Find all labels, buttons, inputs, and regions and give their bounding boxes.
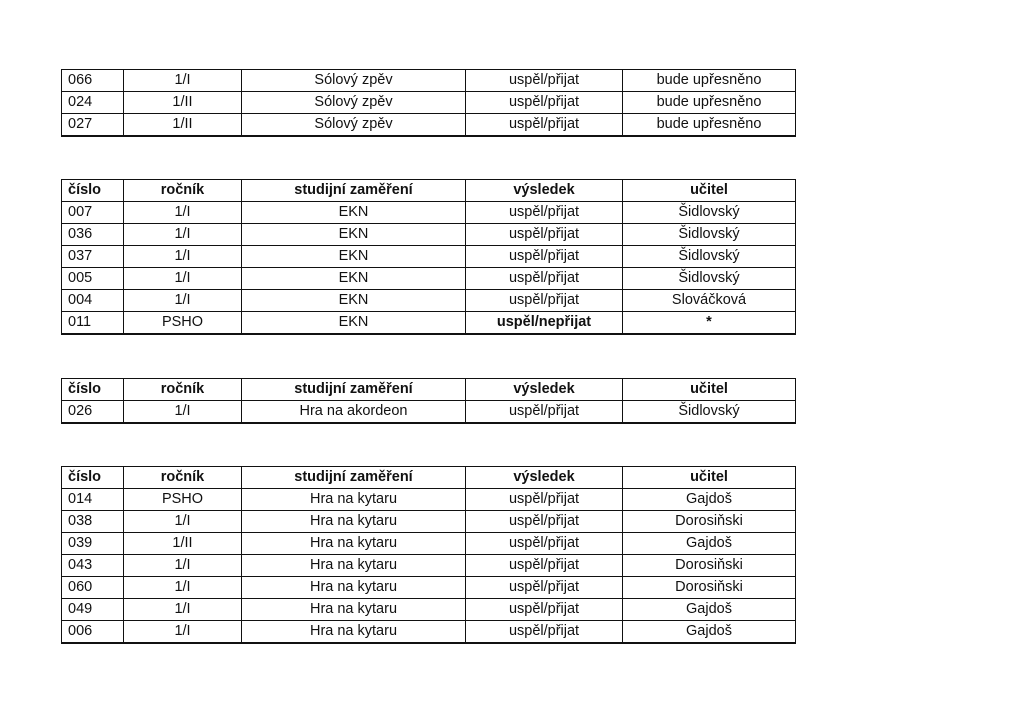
header-number: číslo (62, 379, 124, 401)
cell-year: PSHO (124, 489, 242, 511)
cell-field: EKN (242, 268, 466, 290)
cell-result: uspěl/přijat (466, 577, 623, 599)
cell-teacher: Gajdoš (623, 621, 796, 644)
cell-number: 037 (62, 246, 124, 268)
table-row (62, 511, 796, 533)
cell-result: uspěl/přijat (466, 290, 623, 312)
cell-year: 1/I (124, 268, 242, 290)
cell-teacher: Gajdoš (623, 489, 796, 511)
cell-teacher: Slováčková (623, 290, 796, 312)
cell-year: 1/I (124, 555, 242, 577)
cell-number: 004 (62, 290, 124, 312)
cell-number: 060 (62, 577, 124, 599)
header-teacher: učitel (623, 180, 796, 202)
header-result: výsledek (466, 180, 623, 202)
table-row (62, 489, 796, 511)
cell-year: 1/I (124, 224, 242, 246)
table-row (62, 533, 796, 555)
cell-number: 005 (62, 268, 124, 290)
cell-result: uspěl/přijat (466, 555, 623, 577)
cell-result: uspěl/nepřijat (466, 312, 623, 335)
header-year: ročník (124, 467, 242, 489)
cell-year: 1/I (124, 599, 242, 621)
header-year: ročník (124, 180, 242, 202)
cell-field: Sólový zpěv (242, 70, 466, 92)
cell-number: 066 (62, 70, 124, 92)
table-body (62, 489, 796, 644)
cell-number: 026 (62, 401, 124, 424)
cell-field: EKN (242, 246, 466, 268)
table-row (62, 599, 796, 621)
cell-field: Hra na akordeon (242, 401, 466, 424)
cell-field: Sólový zpěv (242, 114, 466, 137)
table-row (62, 621, 796, 644)
cell-result: uspěl/přijat (466, 70, 623, 92)
cell-field: Hra na kytaru (242, 599, 466, 621)
cell-field: EKN (242, 202, 466, 224)
cell-teacher: Šidlovský (623, 268, 796, 290)
cell-year: 1/II (124, 114, 242, 137)
cell-result: uspěl/přijat (466, 621, 623, 644)
cell-field: Hra na kytaru (242, 511, 466, 533)
cell-teacher: Šidlovský (623, 246, 796, 268)
cell-teacher: Dorosiňski (623, 511, 796, 533)
header-field: studijní zaměření (242, 180, 466, 202)
cell-year: 1/I (124, 511, 242, 533)
header-year: ročník (124, 379, 242, 401)
cell-year: PSHO (124, 312, 242, 335)
header-number: číslo (62, 467, 124, 489)
cell-field: Hra na kytaru (242, 621, 466, 644)
table-row (62, 114, 796, 137)
results-table-guitar (61, 466, 796, 644)
cell-number: 014 (62, 489, 124, 511)
cell-number: 043 (62, 555, 124, 577)
cell-result: uspěl/přijat (466, 246, 623, 268)
cell-number: 024 (62, 92, 124, 114)
cell-number: 039 (62, 533, 124, 555)
cell-result: uspěl/přijat (466, 202, 623, 224)
cell-field: Hra na kytaru (242, 533, 466, 555)
cell-teacher: Šidlovský (623, 224, 796, 246)
cell-number: 011 (62, 312, 124, 335)
table-row (62, 312, 796, 335)
cell-result: uspěl/přijat (466, 268, 623, 290)
cell-teacher: bude upřesněno (623, 70, 796, 92)
table-row (62, 555, 796, 577)
table-row (62, 577, 796, 599)
cell-number: 036 (62, 224, 124, 246)
header-row (62, 467, 796, 489)
header-row (62, 180, 796, 202)
header-result: výsledek (466, 467, 623, 489)
cell-result: uspěl/přijat (466, 511, 623, 533)
cell-teacher: Gajdoš (623, 533, 796, 555)
cell-teacher: bude upřesněno (623, 114, 796, 137)
cell-year: 1/I (124, 202, 242, 224)
cell-year: 1/II (124, 533, 242, 555)
table-row (62, 268, 796, 290)
header-field: studijní zaměření (242, 379, 466, 401)
table-row (62, 401, 796, 424)
cell-year: 1/I (124, 246, 242, 268)
table-row (62, 246, 796, 268)
header-row (62, 379, 796, 401)
table-row (62, 70, 796, 92)
table-row (62, 92, 796, 114)
header-number: číslo (62, 180, 124, 202)
header-teacher: učitel (623, 379, 796, 401)
cell-number: 007 (62, 202, 124, 224)
cell-teacher: Dorosiňski (623, 555, 796, 577)
table-header (62, 379, 796, 401)
cell-result: uspěl/přijat (466, 533, 623, 555)
table-row (62, 202, 796, 224)
cell-field: EKN (242, 224, 466, 246)
cell-result: uspěl/přijat (466, 599, 623, 621)
cell-year: 1/I (124, 70, 242, 92)
cell-result: uspěl/přijat (466, 489, 623, 511)
table-row (62, 224, 796, 246)
cell-teacher: Dorosiňski (623, 577, 796, 599)
cell-year: 1/II (124, 92, 242, 114)
cell-field: EKN (242, 290, 466, 312)
cell-teacher: * (623, 312, 796, 335)
header-result: výsledek (466, 379, 623, 401)
cell-teacher: bude upřesněno (623, 92, 796, 114)
table-header (62, 467, 796, 489)
cell-number: 027 (62, 114, 124, 137)
table-header (62, 180, 796, 202)
cell-year: 1/I (124, 401, 242, 424)
table-row (62, 290, 796, 312)
cell-field: Hra na kytaru (242, 577, 466, 599)
cell-number: 038 (62, 511, 124, 533)
cell-field: Hra na kytaru (242, 555, 466, 577)
header-field: studijní zaměření (242, 467, 466, 489)
cell-number: 049 (62, 599, 124, 621)
cell-year: 1/I (124, 621, 242, 644)
cell-year: 1/I (124, 577, 242, 599)
table-body (62, 401, 796, 424)
cell-result: uspěl/přijat (466, 224, 623, 246)
cell-result: uspěl/přijat (466, 114, 623, 137)
table-body (62, 202, 796, 335)
results-table-ekn (61, 179, 796, 335)
cell-result: uspěl/přijat (466, 92, 623, 114)
cell-year: 1/I (124, 290, 242, 312)
results-table-accordion (61, 378, 796, 424)
cell-teacher: Šidlovský (623, 401, 796, 424)
cell-field: Sólový zpěv (242, 92, 466, 114)
header-teacher: učitel (623, 467, 796, 489)
results-table-solo-singing (61, 69, 796, 137)
cell-result: uspěl/přijat (466, 401, 623, 424)
cell-field: Hra na kytaru (242, 489, 466, 511)
cell-teacher: Šidlovský (623, 202, 796, 224)
cell-teacher: Gajdoš (623, 599, 796, 621)
cell-number: 006 (62, 621, 124, 644)
table-body (62, 70, 796, 137)
cell-field: EKN (242, 312, 466, 335)
